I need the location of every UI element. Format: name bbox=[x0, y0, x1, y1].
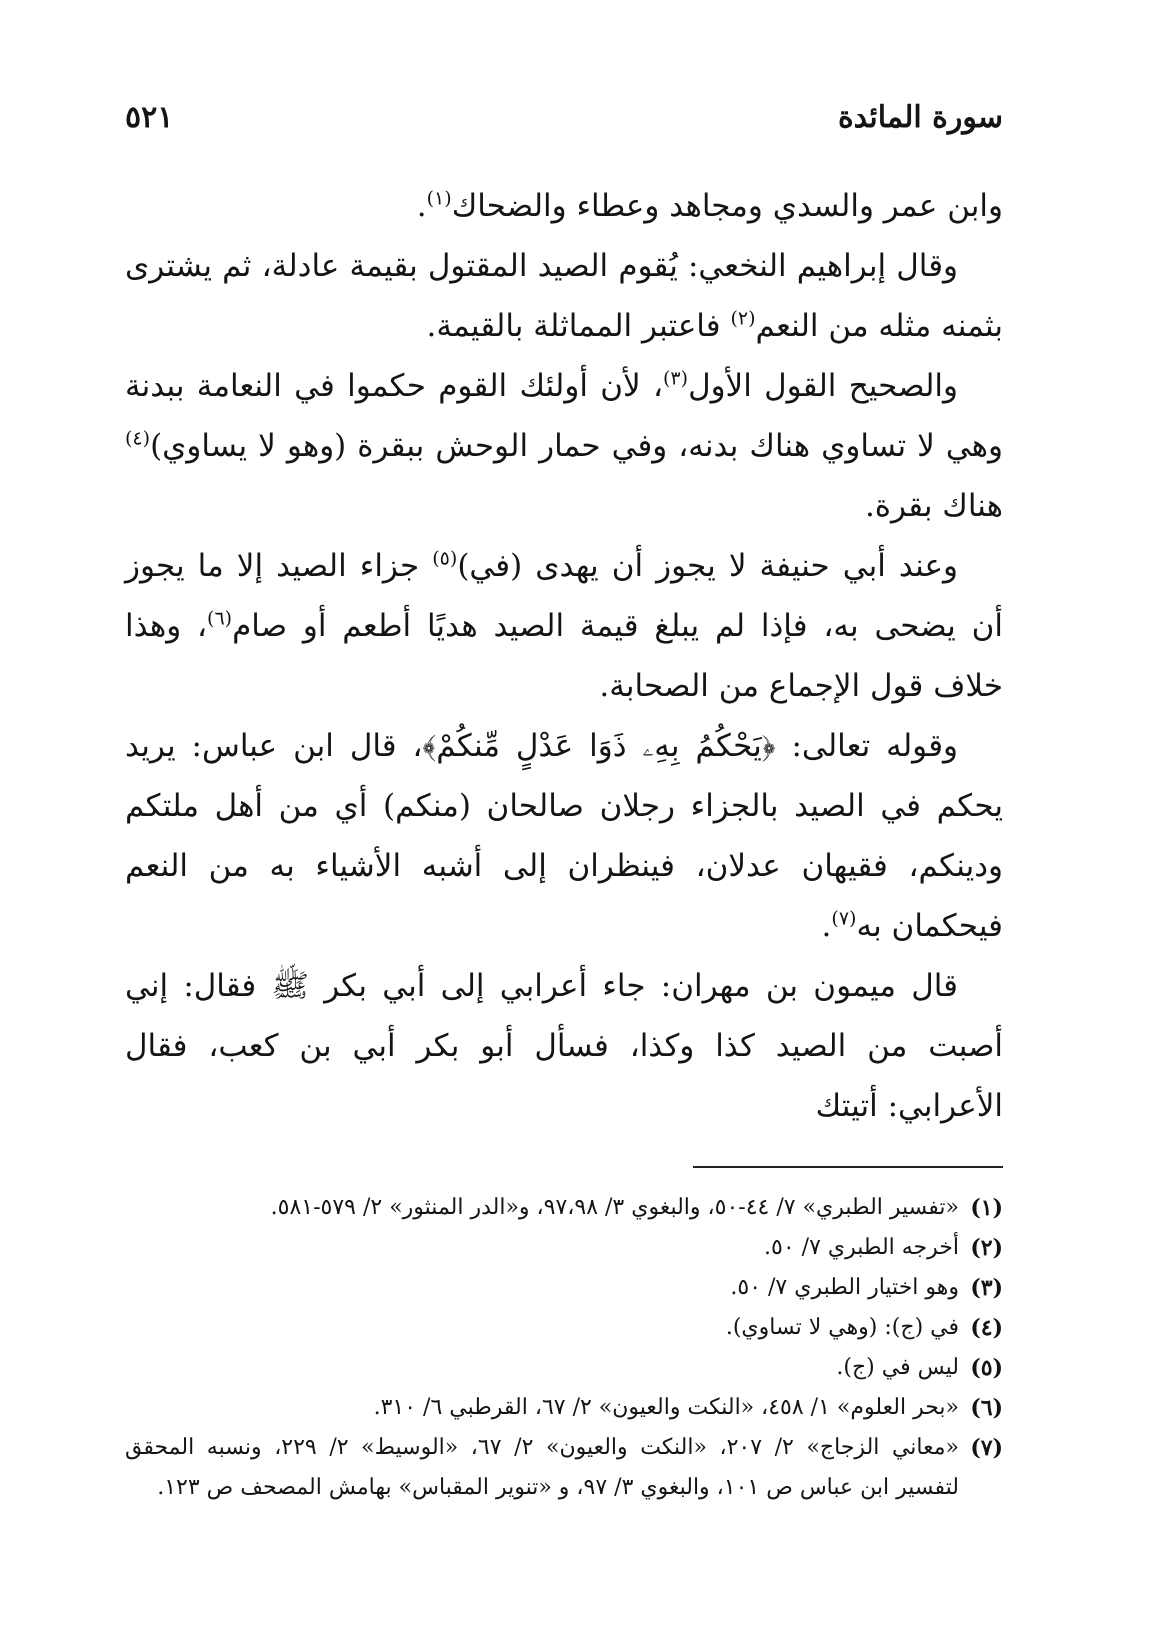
footnote-text: في (ج): (وهي لا تساوي). bbox=[725, 1315, 959, 1340]
paragraph: قال ميمون بن مهران: جاء أعرابي إلى أبي بكر ﷺ فقال: إني أصبت من الصيد كذا وكذا، فسأل أبو بكر أبي بن كعب، فقال الأعرابي: أتيتك bbox=[125, 968, 1003, 1124]
footnote-ref[interactable]: (٤) bbox=[125, 427, 151, 450]
footnote-number: (٤) bbox=[970, 1315, 1003, 1341]
footnote-number: (٣) bbox=[970, 1275, 1003, 1301]
footnote-number: (٦) bbox=[970, 1395, 1003, 1421]
footnote-ref[interactable]: (٧) bbox=[831, 907, 857, 930]
footnote-text: «بحر العلوم» ١/ ٤٥٨، «النكت والعيون» ٢/ ٦٧، القرطبي ٦/ ٣١٠. bbox=[373, 1395, 959, 1420]
footnote bbox=[125, 1228, 1003, 1268]
footnote-text: وهو اختيار الطبري ٧/ ٥٠. bbox=[730, 1275, 959, 1300]
footnote-ref[interactable]: (١) bbox=[426, 187, 452, 210]
footnote bbox=[125, 1308, 1003, 1348]
footnote-ref[interactable]: (٣) bbox=[663, 367, 689, 390]
main-text bbox=[125, 176, 1003, 1136]
footnote-number: (٧) bbox=[970, 1435, 1003, 1461]
footnote-text: «تفسير الطبري» ٧/ ٤٤-٥٠، والبغوي ٣/ ٩٧،٩٨، و«الدر المنثور» ٢/ ٥٧٩-٥٨١. bbox=[270, 1195, 959, 1220]
footnote bbox=[125, 1348, 1003, 1388]
footnote-number: (٥) bbox=[970, 1355, 1003, 1381]
footnote-text: «معاني الزجاج» ٢/ ٢٠٧، «النكت والعيون» ٢/ ٦٧، «الوسيط» ٢/ ٢٢٩، ونسبه المحقق لتفسير ابن عباس ص ١٠١، والبغوي ٣/ ٩٧، و «تنوير المقباس» بهامش المصحف ص ١٢٣. bbox=[125, 1435, 959, 1500]
footnote bbox=[125, 1188, 1003, 1228]
footnote-text: أخرجه الطبري ٧/ ٥٠. bbox=[764, 1235, 959, 1260]
page-number: ٥٢١ bbox=[125, 100, 174, 135]
paragraph: وقوله تعالى: ﴿يَحْكُمُ بِهِۦ ذَوَا عَدْلٍ مِّنكُمْ﴾، قال ابن عباس: يريد يحكم في الصيد بالجزاء رجلان صالحان (منكم) أي من أهل ملتكم ودينكم، فقيهان عدلان، فينظران إلى أشبه الأشياء به من النعم فيحكمان به$^{(٧)}$. bbox=[125, 728, 1003, 944]
footnote bbox=[125, 1428, 1003, 1508]
footnote-divider bbox=[693, 1166, 1003, 1168]
chapter-title: سورة المائدة bbox=[837, 100, 1003, 135]
paragraph: وابن عمر والسدي ومجاهد وعطاء والضحاك$^{(١)}$. bbox=[416, 187, 1003, 224]
paragraph: والصحيح القول الأول$^{(٣)}$، لأن أولئك القوم حكموا في النعامة ببدنة وهي لا تساوي هناك بدنه، وفي حمار الوحش ببقرة (وهو لا يساوي)$^{(٤)}$ هناك بقرة. bbox=[125, 367, 1003, 524]
footnote bbox=[125, 1268, 1003, 1308]
paragraph: وعند أبي حنيفة لا يجوز أن يهدى (في)$^{(٥)}$ جزاء الصيد إلا ما يجوز أن يضحى به، فإذا لم يبلغ قيمة الصيد هديًا أطعم أو صام$^{(٦)}$، وهذا خلاف قول الإجماع من الصحابة. bbox=[125, 547, 1004, 704]
footnote-text: ليس في (ج). bbox=[836, 1355, 959, 1380]
footnote-ref[interactable]: (٢) bbox=[730, 307, 756, 330]
footnote-number: (٢) bbox=[970, 1235, 1003, 1261]
page-header bbox=[125, 100, 1003, 152]
paragraph: وقال إبراهيم النخعي: يُقوم الصيد المقتول بقيمة عادلة، ثم يشترى بثمنه مثله من النعم$^{(٢)}$ فاعتبر المماثلة بالقيمة. bbox=[125, 248, 1003, 344]
footnote-ref[interactable]: (٥) bbox=[432, 547, 458, 570]
footnote-number: (١) bbox=[970, 1195, 1003, 1221]
footnote-ref[interactable]: (٦) bbox=[207, 607, 233, 630]
footnotes bbox=[125, 1188, 1003, 1508]
footnote bbox=[125, 1388, 1003, 1428]
